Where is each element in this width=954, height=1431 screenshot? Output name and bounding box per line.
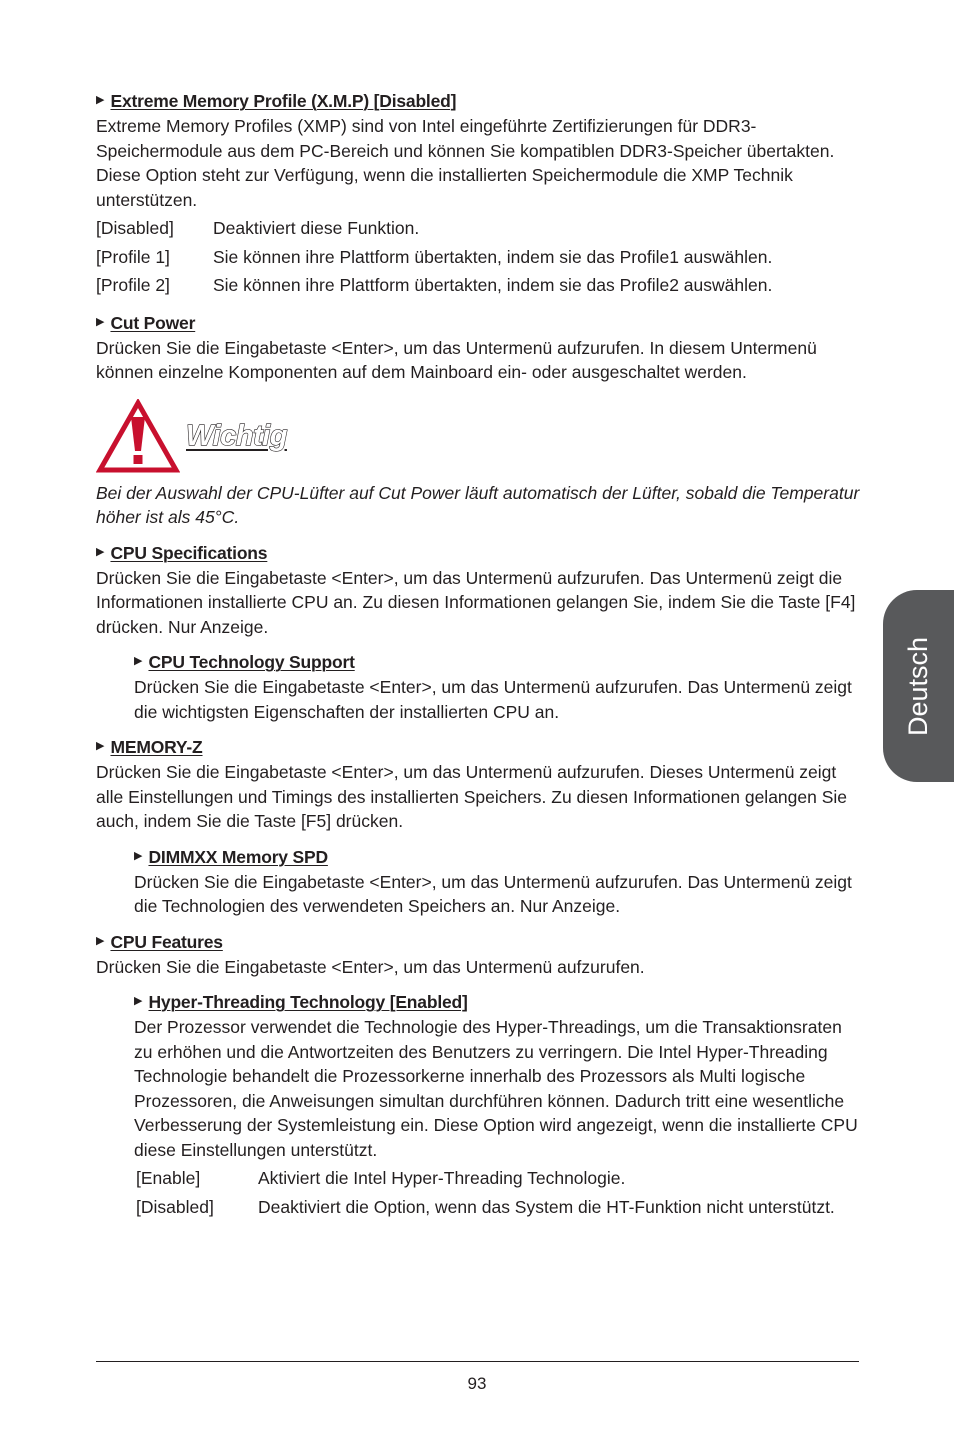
triangle-right-icon: ▶ — [134, 849, 143, 862]
heading-text: CPU Features — [110, 931, 223, 952]
section-cpu-technology-support — [134, 651, 860, 724]
heading-text: Hyper-Threading Technology [Enabled] — [148, 992, 468, 1012]
option-row — [134, 1195, 860, 1220]
section-hyper-threading — [134, 991, 860, 1219]
language-side-tab — [883, 590, 954, 782]
option-desc: Deaktiviert diese Funktion. — [213, 218, 420, 238]
heading-text: DIMMXX Memory SPD — [148, 846, 328, 867]
option-key: [Profile 2] — [96, 275, 170, 295]
section-heading — [96, 931, 860, 953]
section-dimm-spd — [134, 846, 860, 919]
section-memory-z — [96, 736, 860, 834]
section-cpu-specifications — [96, 542, 860, 640]
option-key: [Profile 1] — [96, 246, 170, 267]
heading-text: MEMORY-Z — [110, 737, 203, 757]
heading-text: CPU Technology Support — [148, 652, 355, 672]
option-row — [134, 1166, 860, 1191]
warning-header — [96, 399, 860, 475]
page-number: 93 — [467, 1374, 487, 1393]
triangle-right-icon: ▶ — [134, 995, 143, 1007]
warning-triangle-icon — [96, 399, 180, 475]
triangle-right-icon: ▶ — [96, 94, 105, 106]
section-body: Extreme Memory Profiles (XMP) sind von Intel eingeführte Zertifizierungen für DDR3-Speichermodule aus dem PC-Bereich und können Sie kompatiblen DDR3-Speicher übertakten. Diese Option steht zur Verfügung, wenn die installierten Speichermodule die XMP Technik unterstützen. — [96, 116, 835, 210]
section-xmp — [96, 90, 860, 298]
page-content — [96, 90, 860, 1219]
heading-text: CPU Specifications — [110, 542, 268, 563]
warning-body: Bei der Auswahl der CPU-Lüfter auf Cut Power läuft automatisch der Lüfter, sobald die Temperatur höher ist als 45°C. — [96, 482, 860, 527]
section-body: Drücken Sie die Eingabetaste <Enter>, um das Untermenü aufzurufen. Das Untermenü zeigt die Technologien des verwendeten Speichers an. Nur Anzeige. — [134, 871, 852, 916]
section-heading — [134, 991, 860, 1013]
section-heading — [96, 312, 860, 334]
option-key: [Enable] — [136, 1168, 201, 1188]
side-tab-label: Deutsch — [903, 636, 933, 736]
option-key: [Disabled] — [96, 218, 174, 238]
option-desc: Sie können ihre Plattform übertakten, indem sie das Profile2 auswählen. — [213, 275, 773, 295]
heading-text: Extreme Memory Profile (X.M.P) [Disabled] — [110, 91, 457, 111]
option-row — [96, 245, 860, 270]
triangle-right-icon: ▶ — [96, 315, 105, 328]
option-key: [Disabled] — [136, 1196, 214, 1217]
section-body: Drücken Sie die Eingabetaste <Enter>, um das Untermenü aufzurufen. Das Untermenü zeigt die Informationen installierte CPU an. Zu diesen Informationen gelangen Sie, indem Sie die Taste [F4] drücken. Nur Anzeige. — [96, 567, 856, 637]
warning-title: Wichtig — [186, 420, 287, 452]
section-heading — [134, 846, 860, 868]
option-desc: Aktiviert die Intel Hyper-Threading Technologie. — [258, 1168, 626, 1188]
footer-divider — [96, 1361, 859, 1362]
section-heading — [96, 736, 860, 758]
heading-text: Cut Power — [110, 312, 196, 333]
option-row — [96, 273, 860, 298]
option-desc: Sie können ihre Plattform übertakten, indem sie das Profile1 auswählen. — [213, 246, 773, 267]
section-body: Drücken Sie die Eingabetaste <Enter>, um das Untermenü aufzurufen. Das Untermenü zeigt die wichtigsten Eigenschaften der installierten CPU an. — [134, 677, 852, 722]
triangle-right-icon: ▶ — [96, 934, 105, 947]
option-row — [96, 216, 860, 241]
triangle-right-icon: ▶ — [134, 655, 143, 667]
option-desc: Deaktiviert die Option, wenn das System die HT-Funktion nicht unterstützt. — [258, 1196, 835, 1217]
section-body: Drücken Sie die Eingabetaste <Enter>, um das Untermenü aufzurufen. — [96, 956, 645, 977]
section-body: Drücken Sie die Eingabetaste <Enter>, um das Untermenü aufzurufen. In diesem Untermenü können einzelne Komponenten auf dem Mainboard ein- oder ausgeschaltet werden. — [96, 337, 817, 382]
section-heading — [96, 90, 860, 112]
section-body: Der Prozessor verwendet die Technologie des Hyper-Threadings, um die Transaktionsraten zu erhöhen und die Antwortzeiten des Benutzers zu verringern. Die Intel Hyper-Threading Technologie behandelt die Prozessorkerne innerhalb des Prozessors als Multi logische Prozessoren, die Anweisungen simultan durchführen können. Dadurch tritt eine wesentliche Verbesserung der Systemleistung ein. Diese Option wird angezeigt, wenn die installierte CPU diese Einstellungen unterstützt. — [134, 1017, 858, 1160]
triangle-right-icon: ▶ — [96, 545, 105, 558]
section-body: Drücken Sie die Eingabetaste <Enter>, um das Untermenü aufzurufen. Dieses Untermenü zeigt alle Einstellungen und Timings des installierten Speichers. Zu diesen Informationen gelangen Sie auch, indem Sie die Taste [F5] drücken. — [96, 762, 848, 831]
section-cpu-features — [96, 931, 860, 980]
section-heading — [134, 651, 860, 673]
triangle-right-icon: ▶ — [96, 740, 105, 752]
section-cut-power — [96, 312, 860, 385]
section-heading — [96, 542, 860, 564]
